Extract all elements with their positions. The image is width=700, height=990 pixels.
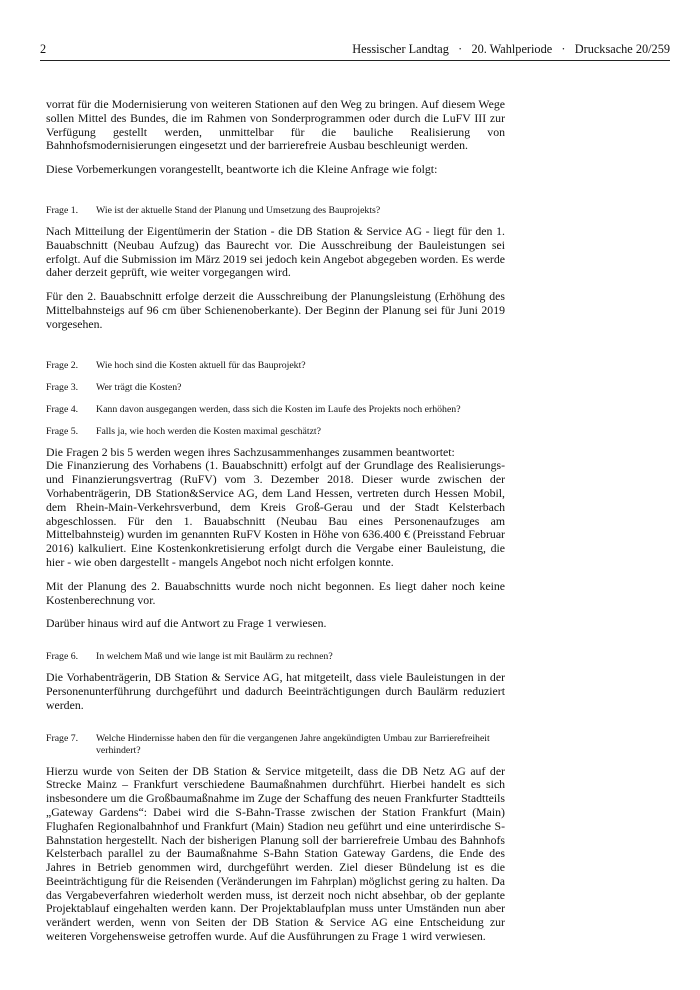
question-text: Wer trägt die Kosten? xyxy=(96,381,182,393)
question-text: In welchem Maß und wie lange ist mit Baulärm zu rechnen? xyxy=(96,651,333,663)
running-head: Hessischer Landtag · 20. Wahlperiode · Drucksache 20/259 xyxy=(352,42,670,56)
page-header xyxy=(40,42,670,61)
paragraph-intro-continued: vorrat für die Modernisierung von weiteren Stationen auf den Weg zu bringen. Auf diesem Wege sollen Mittel des Bundes, die im Rahmen von Sonderprogrammen oder durch die LuFV III zur Verfügung gestellt werden, unmittelbar für die bauliche Realisierung von Bahnhofsmodernisierungen eingesetzt und der barrierefreie Ausbau beschleunigt werden. xyxy=(46,97,505,153)
answer-1-paragraph-1: Nach Mitteilung der Eigentümerin der Station - die DB Station & Service AG - liegt für den 1. Bauabschnitt (Neubau Aufzug) das Baurecht vor. Die Ausschreibung der Bauleistungen sei erfolgt. Auf die Submission im März 2019 sei jedoch kein Angebot abgegeben worden. Es werde daher derzeit geprüft, wie weiter vorgegangen wird. xyxy=(46,223,505,280)
question-text: Kann davon ausgegangen werden, dass sich die Kosten im Laufe des Projekts noch erhöhen? xyxy=(96,403,461,415)
question-text: Wie hoch sind die Kosten aktuell für das Bauprojekt? xyxy=(96,359,306,371)
question-text: Falls ja, wie hoch werden die Kosten maximal geschätzt? xyxy=(96,425,321,437)
question-5 xyxy=(46,426,505,438)
question-label: Frage 4. xyxy=(46,403,79,415)
question-4 xyxy=(46,404,505,416)
answer-1-paragraph-2: Für den 2. Bauabschnitt erfolge derzeit die Ausschreibung der Planungsleistung (Erhöhung des Mittelbahnsteigs auf 96 cm über Schienenoberkante). Der Beginn der Planung sei für Juni 2019 vorgesehen. xyxy=(46,289,505,331)
question-2 xyxy=(46,360,505,372)
question-1 xyxy=(46,205,505,217)
question-label: Frage 7. xyxy=(46,732,79,744)
answer-2-5-paragraph-3: Darüber hinaus wird auf die Antwort zu Frage 1 verwiesen. xyxy=(46,616,327,631)
paragraph-preface: Diese Vorbemerkungen vorangestellt, beantworte ich die Kleine Anfrage wie folgt: xyxy=(46,162,438,177)
question-7 xyxy=(46,733,505,757)
question-text: Welche Hindernisse haben den für die vergangenen Jahre angekündigten Umbau zur Barrierefreiheit verhindert? xyxy=(96,732,490,756)
question-6 xyxy=(46,651,505,663)
question-3 xyxy=(46,382,505,394)
question-label: Frage 6. xyxy=(46,651,79,663)
answer-2-5-intro: Die Fragen 2 bis 5 werden wegen ihres Sachzusammenhanges zusammen beantwortet: xyxy=(46,444,455,459)
question-label: Frage 3. xyxy=(46,381,79,393)
answer-7: Hierzu wurde von Seiten der DB Station & Service mitgeteilt, dass die DB Netz AG auf der Strecke Mainz – Frankfurt verschiedene Baumaßnahmen durchführt. Hierbei handelt es sich insbesondere um die Großbaumaßnahme im Zuge der Schaffung des neuen Frankfurter Stadtteils „Gateway Gardens“: Dabei wird die S-Bahn-Trasse zwischen der Station Frankfurt (Main) Flughafen Regionalbahnhof und Frankfurt (Main) Stadion neu geführt und eine unterirdische S-Bahnstation hergestellt. Nach der bisherigen Planung soll der barrierefreie Umbau des Bahnhofs Kelsterbach parallel zu der Baumaßnahme S-Bahn Station Gateway Gardens, die Ende des Jahres in Betrieb genommen wird, durchgeführt werden. Ziel dieser Bündelung ist es die Beeinträchtigung für die Reisenden (Veränderungen im Fahrplan) möglichst gering zu halten. Da das Vergabeverfahren wiederholt werden muss, ist derzeit noch nicht absehbar, ob der geplante Projektablauf eingehalten werden kann. Der Projektablaufplan muss unter Umständen nun aber verändert werden, wenn von Seiten der DB Station & Service AG eine Entscheidung zur weiteren Vorgehensweise getroffen wurde. Auf die Ausführungen zu Frage 1 wird verwiesen. xyxy=(46,763,505,944)
answer-2-5-paragraph-1: Die Finanzierung des Vorhabens (1. Bauabschnitt) erfolgt auf der Grundlage des Realisierungs- und Finanzierungsvertrag (RuFV) vom 3. Dezember 2018. Dieser wurde zwischen der Vorhabenträgerin, DB Station&Service AG, dem Land Hessen, vertreten durch Hessen Mobil, dem Rhein-Main-Verkehrsverbund, dem Kreis Groß-Gerau und der Stadt Kelsterbach abgeschlossen. Für den 1. Bauabschnitt (Neubau Bau eines Personenaufzuges am Mittelbahnsteig) wurden im genannten RuFV Kosten in Höhe von 636.400 € (Preisstand Februar 2016) kalkuliert. Eine Kostenkonkretisierung erfolgt durch die Vergabe einer Bauleistung, die hier - wie oben dargestellt - mangels Angebot noch nicht erfolgen konnte. xyxy=(46,458,505,569)
question-label: Frage 5. xyxy=(46,425,79,437)
page-number: 2 xyxy=(40,42,47,56)
answer-6: Die Vorhabenträgerin, DB Station & Service AG, hat mitgeteilt, dass viele Bauleistungen in der Personenunterführung durchgeführt und dadurch Beeinträchtigungen durch Baulärm reduziert werden. xyxy=(46,670,505,712)
answer-2-5-paragraph-2: Mit der Planung des 2. Bauabschnitts wurde noch nicht begonnen. Es liegt daher noch keine Kostenberechnung vor. xyxy=(46,578,505,607)
question-label: Frage 1. xyxy=(46,204,79,216)
question-text: Wie ist der aktuelle Stand der Planung und Umsetzung des Bauprojekts? xyxy=(96,204,381,216)
page-body xyxy=(46,98,505,944)
question-label: Frage 2. xyxy=(46,359,79,371)
